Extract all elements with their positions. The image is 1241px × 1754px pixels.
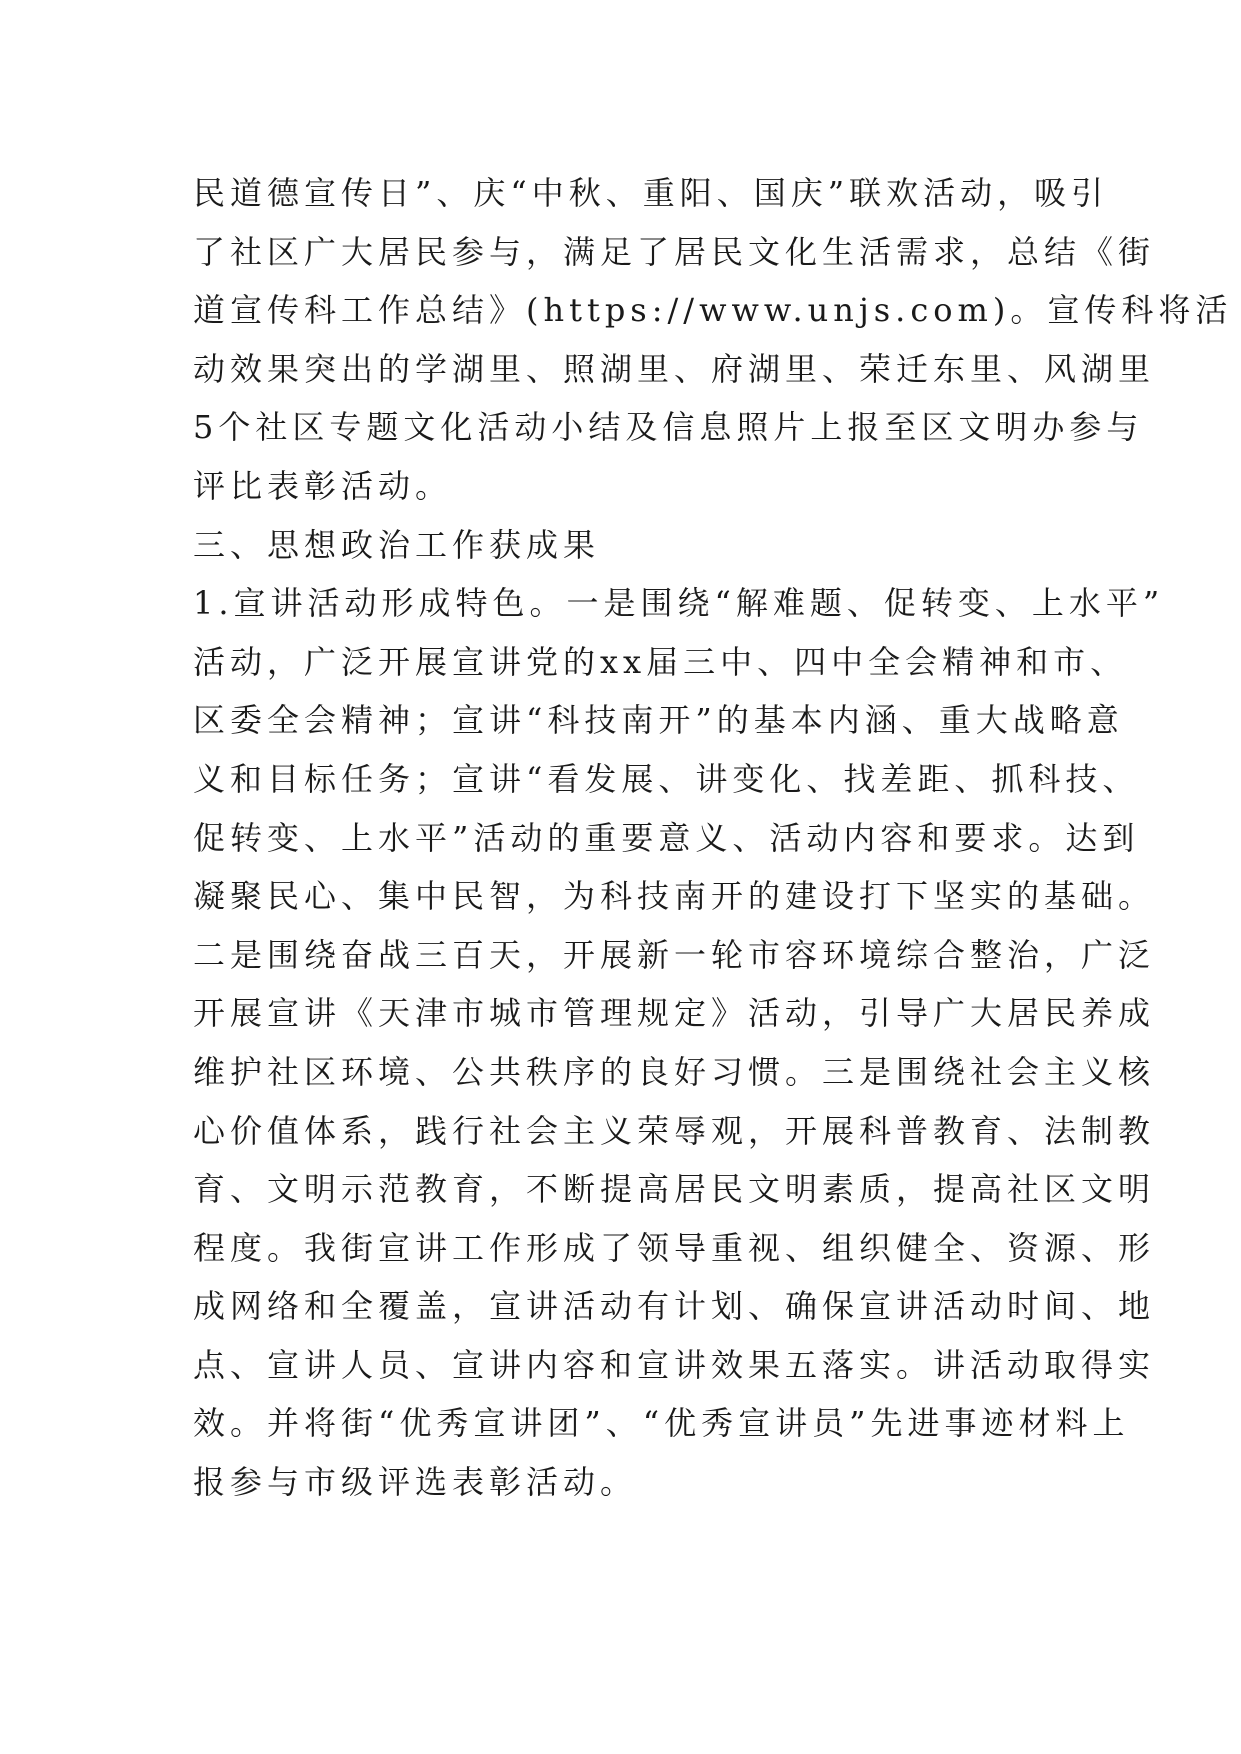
text-line: 评比表彰活动。 [193,466,453,505]
document-body [193,164,1233,1512]
text-line: 成网络和全覆盖，宣讲活动有计划、确保宣讲活动时间、地 [193,1287,1156,1326]
text-line: 点、宣讲人员、宣讲内容和宣讲效果五落实。讲活动取得实 [193,1345,1156,1384]
text-line: 义和目标任务；宣讲“看发展、讲变化、找差距、抓科技、 [193,759,1140,798]
section-heading: 三、思想政治工作获成果 [193,525,601,564]
text-line: 效。并将街“优秀宣讲团”、“优秀宣讲员”先进事迹材料上 [193,1404,1130,1443]
text-line: 报参与市级评选表彰活动。 [193,1463,638,1502]
text-line: 1.宣讲活动形成特色。一是围绕“解难题、促转变、上水平” [193,584,1165,623]
text-line: 5个社区专题文化活动小结及信息照片上报至区文明办参与 [193,408,1144,447]
text-line: 二是围绕奋战三百天，开展新一轮市容环境综合整治，广泛 [193,935,1156,974]
text-line: 程度。我街宣讲工作形成了领导重视、组织健全、资源、形 [193,1228,1156,1267]
text-line: 动效果突出的学湖里、照湖里、府湖里、荣迁东里、风湖里 [193,349,1156,388]
text-line: 民道德宣传日”、庆“中秋、重阳、国庆”联欢活动，吸引 [193,174,1109,212]
text-line: 开展宣讲《天津市城市管理规定》活动，引导广大居民养成 [193,994,1156,1033]
text-line: 了社区广大居民参与，满足了居民文化生活需求，总结《街 [193,232,1156,271]
text-line: 育、文明示范教育，不断提高居民文明素质，提高社区文明 [193,1170,1156,1209]
text-line: 区委全会精神；宣讲“科技南开”的基本内涵、重大战略意 [193,701,1124,740]
text-line: 道宣传科工作总结》(https://www.unjs.com)。宣传科将活 [193,291,1233,330]
text-line: 凝聚民心、集中民智，为科技南开的建设打下坚实的基础。 [193,877,1156,916]
text-line: 活动，广泛开展宣讲党的xx届三中、四中全会精神和市、 [193,642,1128,681]
text-line: 维护社区环境、公共秩序的良好习惯。三是围绕社会主义核 [193,1052,1156,1091]
text-line: 心价值体系，践行社会主义荣辱观，开展科普教育、法制教 [193,1111,1156,1150]
text-line: 促转变、上水平”活动的重要意义、活动内容和要求。达到 [193,818,1140,857]
